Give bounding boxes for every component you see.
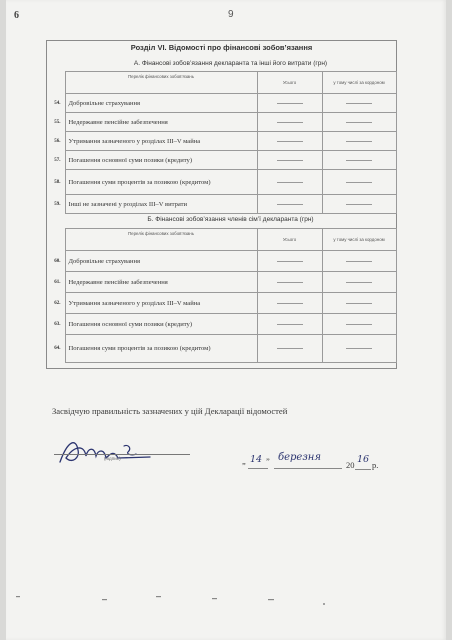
table-row bbox=[47, 170, 396, 195]
row-label: Погашення основної суми позики (кредиту) bbox=[65, 314, 257, 335]
table-row bbox=[47, 94, 396, 113]
row-number: 60. bbox=[54, 258, 61, 264]
value-total bbox=[257, 272, 322, 293]
row-label: Погашення суми процентів за позикою (кредитом) bbox=[65, 335, 257, 363]
table-row bbox=[47, 251, 396, 272]
value-abroad bbox=[322, 94, 396, 113]
section-frame bbox=[46, 40, 397, 369]
row-label: Добровільне страхування bbox=[65, 251, 257, 272]
row-label: Утримання зазначеного у розділах III–V майна bbox=[65, 293, 257, 314]
row-number: 62. bbox=[54, 300, 61, 306]
certification-text: Засвідчую правильність зазначених у цій Декларації відомостей bbox=[52, 406, 288, 416]
header-total: Усього bbox=[257, 229, 322, 251]
row-label: Утримання зазначеного у розділах III–V майна bbox=[65, 132, 257, 151]
row-number: 56. bbox=[54, 138, 61, 144]
date-month: березня bbox=[278, 452, 322, 463]
row-label: Погашення суми процентів за позикою (кредитом) bbox=[65, 170, 257, 195]
value-total bbox=[257, 314, 322, 335]
value-total bbox=[257, 151, 322, 170]
document-page bbox=[6, 0, 446, 640]
row-label: Добровільне страхування bbox=[65, 94, 257, 113]
value-abroad bbox=[322, 314, 396, 335]
value-abroad bbox=[322, 272, 396, 293]
corner-mark: 6 bbox=[14, 10, 19, 21]
header-total: Усього bbox=[257, 72, 322, 94]
header-name: Перелік фінансових зобов’язань bbox=[65, 229, 257, 251]
value-total bbox=[257, 293, 322, 314]
table-row bbox=[47, 151, 396, 170]
declaration-date bbox=[242, 452, 382, 472]
row-number: 64. bbox=[54, 346, 61, 351]
value-abroad bbox=[322, 335, 396, 363]
row-number: 55. bbox=[54, 119, 61, 125]
date-year-unit: р. bbox=[372, 460, 379, 470]
table-row bbox=[47, 132, 396, 151]
date-close-quote: ” bbox=[266, 456, 270, 466]
part-b-title: Б. Фінансові зобов’язання членів сім’ї декларанта (грн) bbox=[147, 216, 314, 223]
value-abroad bbox=[322, 251, 396, 272]
part-a-header-row bbox=[47, 72, 396, 94]
value-abroad bbox=[322, 113, 396, 132]
signature-line bbox=[54, 454, 190, 455]
value-abroad bbox=[322, 195, 396, 214]
value-total bbox=[257, 251, 322, 272]
value-abroad bbox=[322, 293, 396, 314]
row-number: 57. bbox=[54, 157, 61, 163]
date-year-line bbox=[355, 469, 371, 470]
date-year-prefix: 20 bbox=[346, 460, 355, 470]
row-label: Недержавне пенсійне забезпечення bbox=[65, 113, 257, 132]
row-number: 59. bbox=[54, 201, 61, 207]
row-number: 54. bbox=[54, 100, 61, 106]
date-month-line bbox=[274, 468, 342, 469]
value-abroad bbox=[322, 151, 396, 170]
part-a-table bbox=[47, 71, 397, 214]
row-label: Інші не зазначені у розділах III–V витрати bbox=[65, 195, 257, 214]
table-row bbox=[47, 195, 396, 214]
header-abroad: у тому числі за кордоном bbox=[322, 72, 396, 94]
date-open-quote: „ bbox=[242, 456, 246, 466]
date-day-line bbox=[248, 468, 268, 469]
value-total bbox=[257, 170, 322, 195]
value-total bbox=[257, 195, 322, 214]
signature-area bbox=[54, 436, 194, 472]
table-row bbox=[47, 113, 396, 132]
row-number: 63. bbox=[54, 321, 61, 327]
value-abroad bbox=[322, 132, 396, 151]
row-label: Недержавне пенсійне забезпечення bbox=[65, 272, 257, 293]
header-abroad: у тому числі за кордоном bbox=[322, 229, 396, 251]
date-day: 14 bbox=[250, 454, 263, 465]
value-total bbox=[257, 113, 322, 132]
section-title: Розділ VI. Відомості про фінансові зобов’язання bbox=[130, 43, 313, 52]
row-number: 58. bbox=[54, 179, 61, 185]
value-total bbox=[257, 94, 322, 113]
value-total bbox=[257, 335, 322, 363]
date-year-suffix: 16 bbox=[357, 454, 370, 465]
table-row bbox=[47, 314, 396, 335]
header-name: Перелік фінансових зобов’язань bbox=[65, 72, 257, 94]
row-number: 61. bbox=[54, 279, 61, 285]
value-total bbox=[257, 132, 322, 151]
part-b-header-row bbox=[47, 229, 396, 251]
page-number: 9 bbox=[228, 9, 234, 20]
table-row bbox=[47, 293, 396, 314]
part-a-title: А. Фінансові зобов’язання декларанта та інші його витрати (грн) bbox=[133, 60, 328, 67]
value-abroad bbox=[322, 170, 396, 195]
signature-caption: (підпис) bbox=[104, 456, 121, 461]
row-label: Погашення основної суми позики (кредиту) bbox=[65, 151, 257, 170]
table-row bbox=[47, 272, 396, 293]
table-row bbox=[47, 335, 396, 363]
part-b-table bbox=[47, 228, 397, 363]
